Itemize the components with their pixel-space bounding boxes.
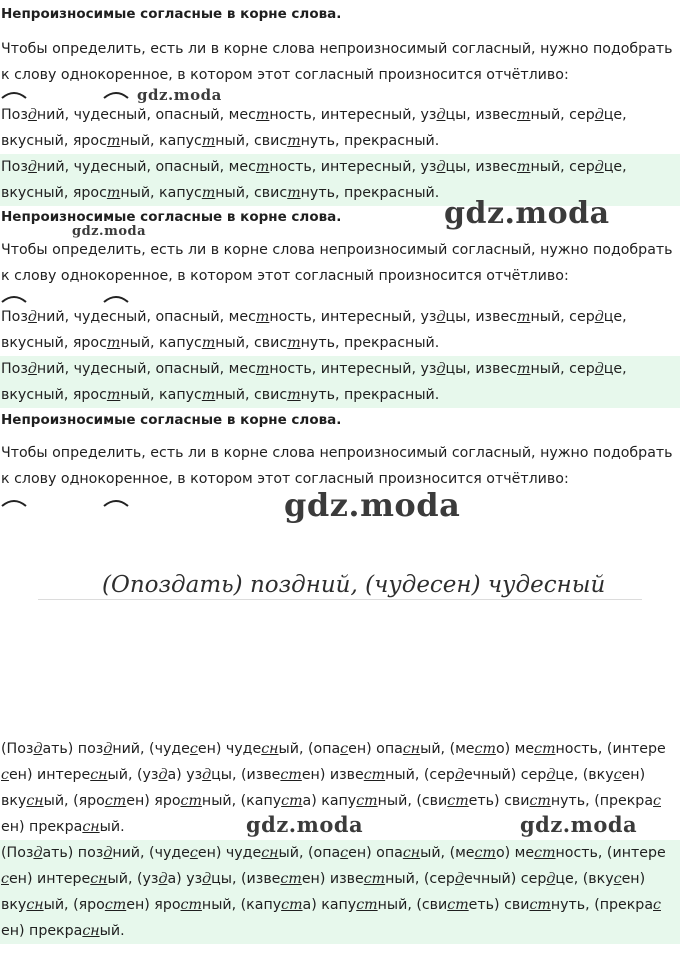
highlighted-letter: сн [26,897,44,913]
text-segment: ать) поз [42,845,104,861]
highlighted-letter: ст [363,871,386,887]
highlighted-letter: с [613,767,622,783]
text-segment: ный, сер [530,107,595,123]
highlighted-letter: с [653,897,661,913]
text-segment: ен) прекра [1,819,83,835]
text-segment: ный, сер [530,361,595,377]
highlighted-letter: сн [82,923,100,939]
text-segment: ен) изве [301,871,364,887]
text-segment: ен) прекра [1,923,83,939]
highlighted-letter: сн [402,845,421,861]
text-segment: вкусный, ярос [1,185,107,201]
highlighted-letter: т [106,133,121,149]
intro-paragraph-3 [0,440,680,492]
text-segment: ечный) сер [463,871,547,887]
text-segment: ный, свис [215,335,288,351]
highlighted-letter: д [33,845,43,861]
example-line-2 [1,330,680,356]
highlighted-letter: т [201,133,216,149]
text-segment: о) ме [495,845,535,861]
text-segment: нуть, прекрасный. [300,133,440,149]
highlighted-letter: с [1,871,9,887]
highlighted-letter: ст [534,845,556,861]
highlighted-letter: ст [104,897,127,913]
watermark: gdz.moda [284,486,461,524]
highlighted-letter: с [189,741,198,757]
watermark: gdz.moda [246,812,364,837]
text-segment: це, [603,107,627,123]
highlighted-letter: д [436,309,446,325]
text-segment: ый, (уз [107,767,159,783]
text-segment: ен) интере [8,871,91,887]
text-segment: ный, капус [120,335,202,351]
text-segment: ный, капус [120,387,202,403]
highlighted-letter: д [546,767,556,783]
highlighted-letter: д [436,159,446,175]
section-heading-3: Непроизносимые согласные в корне слова. [1,412,342,428]
highlighted-letter: ст [447,897,469,913]
text-segment: ный, (сер [385,767,455,783]
highlighted-letter: с [1,767,9,783]
text-segment: ний, чудесный, опасный, мес [36,159,256,175]
text-segment: ен) чуде [197,845,262,861]
highlighted-letter: д [27,107,37,123]
highlighted-letter: д [27,159,37,175]
answer-line [1,892,680,918]
highlighted-letter: с [340,845,349,861]
intro-line-2: к слову однокоренное, в котором этот согласный произносится отчётливо: [1,471,569,487]
highlighted-letter: сн [90,871,108,887]
highlighted-letter: т [201,185,216,201]
answer-line [1,736,680,762]
intro-line-2: к слову однокоренное, в котором этот согласный произносится отчётливо: [1,67,569,83]
text-segment: нуть, (прекра [550,793,654,809]
text-segment: ный, свис [215,387,288,403]
text-segment: це, (вку [555,871,614,887]
text-segment: цы, извес [445,107,517,123]
highlighted-letter: сн [26,793,44,809]
text-segment: це, [603,309,627,325]
highlighted-letter: д [202,871,212,887]
answer-line [1,840,680,866]
intro-paragraph-1 [0,36,680,88]
highlighted-letter: ст [529,793,551,809]
text-segment: вку [1,793,27,809]
text-segment: а) уз [167,871,203,887]
intro-line-2: к слову однокоренное, в котором этот согласный произносится отчётливо: [1,268,569,284]
text-segment: ность, интересный, уз [269,361,437,377]
text-segment: нуть, прекрасный. [300,387,440,403]
text-segment: ный, (сер [385,871,455,887]
text-segment: ний, (чуде [112,845,190,861]
example-line-1 [1,356,680,382]
intro-line-1: Чтобы определить, есть ли в корне слова непроизносимый согласный, нужно подобрать [1,41,673,57]
text-segment: ность, интересный, уз [269,159,437,175]
handwritten-answer: (Опоздать) поздний, (чудесен) чудесный [102,572,606,598]
highlighted-letter: д [202,767,212,783]
highlighted-letter: т [287,133,301,149]
highlighted-letter: ст [534,741,556,757]
text-segment: ный, сер [530,309,595,325]
text-segment: ний, чудесный, опасный, мес [36,361,256,377]
highlighted-letter: т [287,185,301,201]
text-segment: ый, (ме [420,741,475,757]
highlighted-letter: д [594,107,604,123]
text-segment: ый, (уз [107,871,159,887]
highlighted-letter: т [287,335,301,351]
highlighted-letter: с [613,871,622,887]
notebook-line [38,599,642,600]
watermark: gdz.moda [520,812,638,837]
text-segment: нуть, прекрасный. [300,335,440,351]
text-segment: Поз [1,361,28,377]
highlighted-letter: т [106,387,121,403]
text-segment: ен) опа [348,741,403,757]
highlighted-letter: ст [180,793,202,809]
text-segment: ний, чудесный, опасный, мес [36,107,256,123]
text-segment: ный, сер [530,159,595,175]
highlighted-letter: т [255,361,270,377]
watermark: gdz.moda [444,196,610,231]
text-segment: еть) сви [468,897,530,913]
highlighted-letter: д [158,871,168,887]
highlighted-letter: т [201,387,216,403]
example-text-highlighted [0,356,680,408]
example-line-2 [1,128,680,154]
text-segment: ен) [621,871,646,887]
highlighted-letter: с [340,741,349,757]
text-segment: ность, (интере [555,845,666,861]
example-text [0,304,680,356]
text-segment: ен) яро [126,793,181,809]
text-segment: ый, (опа [278,845,341,861]
text-segment: ый. [99,819,125,835]
text-segment: ний, (чуде [112,741,190,757]
text-segment: ность, интересный, уз [269,107,437,123]
highlighted-letter: ст [280,871,302,887]
text-segment: вку [1,897,27,913]
text-segment: а) капу [302,793,357,809]
text-segment: ен) [621,767,646,783]
highlighted-letter: т [255,309,270,325]
highlighted-letter: ст [529,897,551,913]
highlighted-letter: д [594,361,604,377]
text-segment: а) капу [302,897,357,913]
highlighted-letter: ст [356,897,378,913]
text-segment: це, (вку [555,767,614,783]
text-segment: цы, извес [445,361,517,377]
highlighted-letter: д [436,107,446,123]
highlighted-letter: ст [280,767,302,783]
text-segment: вкусный, ярос [1,387,107,403]
highlighted-letter: сн [402,741,421,757]
text-segment: це, [603,159,627,175]
text-segment: ый. [99,923,125,939]
intro-line-1: Чтобы определить, есть ли в корне слова непроизносимый согласный, нужно подобрать [1,242,673,258]
text-segment: ен) опа [348,845,403,861]
highlighted-letter: ст [180,897,202,913]
text-segment: ен) изве [301,767,364,783]
highlighted-letter: ст [363,767,386,783]
answer-line [1,918,680,944]
highlighted-letter: д [546,871,556,887]
highlighted-letter: ст [474,741,496,757]
highlighted-letter: сн [261,845,279,861]
highlighted-letter: ст [281,793,303,809]
text-segment: ый, (яро [43,897,105,913]
answer-line [1,866,680,892]
highlighted-letter: т [517,309,531,325]
highlighted-letter: т [255,107,270,123]
text-segment: о) ме [495,741,535,757]
text-segment: Поз [1,159,28,175]
highlighted-letter: с [653,793,661,809]
example-line-1 [1,102,680,128]
text-segment: ечный) сер [463,767,547,783]
text-segment: ен) яро [126,897,181,913]
section-heading-1: Непроизносимые согласные в корне слова. [1,6,342,22]
highlighted-letter: д [454,871,464,887]
text-segment: вкусный, ярос [1,335,107,351]
highlighted-letter: т [106,185,121,201]
highlighted-letter: д [103,741,113,757]
highlighted-letter: д [594,159,604,175]
highlighted-letter: сн [90,767,108,783]
highlighted-letter: д [27,361,37,377]
text-segment: це, [603,361,627,377]
highlighted-letter: т [106,335,121,351]
text-segment: нуть, прекрасный. [300,185,440,201]
highlighted-letter: с [189,845,198,861]
highlighted-letter: сн [261,741,279,757]
highlighted-letter: д [454,767,464,783]
text-segment: еть) сви [468,793,530,809]
text-segment: ать) поз [42,741,104,757]
highlighted-letter: д [158,767,168,783]
highlighted-letter: т [517,107,531,123]
highlighted-letter: т [517,159,531,175]
highlighted-letter: сн [82,819,100,835]
text-segment: ний, чудесный, опасный, мес [36,309,256,325]
text-segment: ный, (капу [201,793,282,809]
intro-line-1: Чтобы определить, есть ли в корне слова непроизносимый согласный, нужно подобрать [1,445,673,461]
text-segment: ный, (капу [201,897,282,913]
highlighted-letter: ст [356,793,378,809]
text-segment: ность, (интере [555,741,666,757]
text-segment: ый, (опа [278,741,341,757]
highlighted-letter: ст [474,845,496,861]
text-segment: вкусный, ярос [1,133,107,149]
text-segment: цы, извес [445,159,517,175]
text-segment: Поз [1,107,28,123]
text-segment: ный, свис [215,185,288,201]
answer-text-highlighted [0,840,680,944]
text-segment: ность, интересный, уз [269,309,437,325]
text-segment: цы, (изве [211,871,281,887]
text-segment: ный, капус [120,133,202,149]
highlighted-letter: д [27,309,37,325]
watermark: gdz.moda [137,86,222,104]
text-segment: цы, (изве [211,767,281,783]
text-segment: ный, (сви [377,793,448,809]
example-line-1 [1,304,680,330]
highlighted-letter: д [594,309,604,325]
highlighted-letter: д [33,741,43,757]
highlighted-letter: т [255,159,270,175]
example-line-2 [1,382,680,408]
text-segment: ный, свис [215,133,288,149]
text-segment: ный, (сви [377,897,448,913]
answer-line [1,788,680,814]
text-segment: Поз [1,309,28,325]
highlighted-letter: ст [447,793,469,809]
text-segment: (Поз [1,741,34,757]
text-segment: ный, капус [120,185,202,201]
text-segment: нуть, (прекра [550,897,654,913]
text-segment: ый, (ме [420,845,475,861]
intro-paragraph-2 [0,237,680,289]
root-arc-marks [0,494,200,514]
highlighted-letter: т [517,361,531,377]
text-segment: а) уз [167,767,203,783]
highlighted-letter: ст [281,897,303,913]
text-segment: (Поз [1,845,34,861]
text-segment: ен) чуде [197,741,262,757]
text-segment: цы, извес [445,309,517,325]
highlighted-letter: т [287,387,301,403]
section-heading-2: Непроизносимые согласные в корне слова. [1,209,342,225]
highlighted-letter: т [201,335,216,351]
highlighted-letter: д [103,845,113,861]
answer-line [1,762,680,788]
highlighted-letter: д [436,361,446,377]
highlighted-letter: ст [104,793,127,809]
text-segment: ен) интере [8,767,91,783]
example-text [0,102,680,154]
watermark: gdz.moda [72,224,147,239]
example-line-1 [1,154,680,180]
text-segment: ый, (яро [43,793,105,809]
